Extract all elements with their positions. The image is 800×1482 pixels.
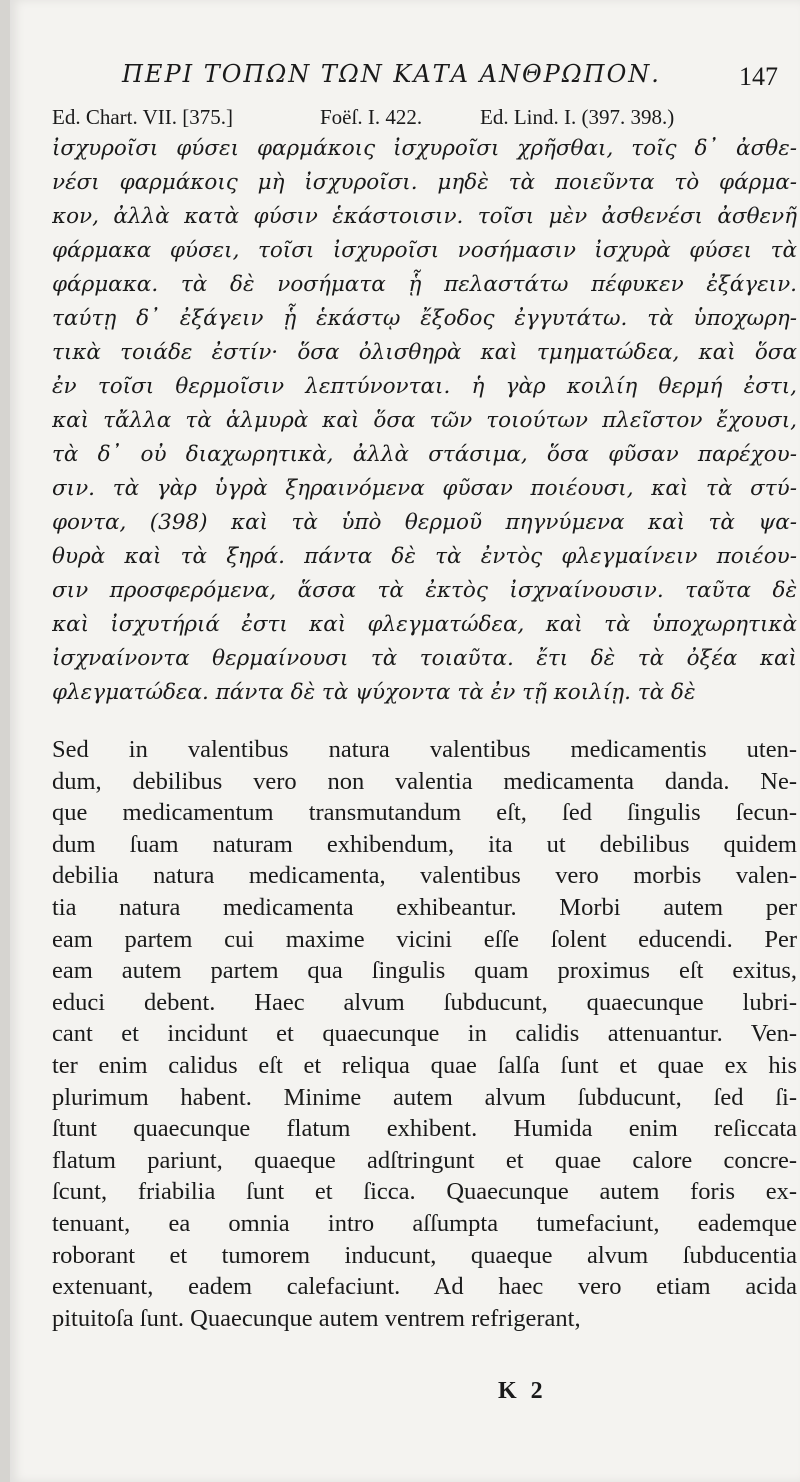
greek-line: θυρὰ καὶ τὰ ξηρά. πάντα δὲ τὰ ἐντὸς φλεγμαίνειν ποιέου-	[52, 544, 797, 569]
latin-line: flatum pariunt, quaeque adſtringunt et quae calore concre-	[52, 1146, 797, 1174]
greek-line: καὶ τἄλλα τὰ ἁλμυρὰ καὶ ὅσα τῶν τοιούτων πλεῖστον ἔχουσι,	[52, 408, 797, 433]
greek-line: ἰσχναίνοντα θερμαίνουσι τὰ τοιαῦτα. ἔτι δὲ τὰ ὀξέα καὶ	[52, 646, 797, 671]
book-page	[10, 0, 800, 1482]
greek-line: ταύτῃ δ᾽ ἐξάγειν ᾗ ἑκάστῳ ἔξοδος ἐγγυτάτω. τὰ ὑποχωρη-	[52, 306, 797, 331]
greek-line: φάρμακα φύσει, τοῖσι ἰσχυροῖσι νοσήμασιν ἰσχυρὰ φύσει τὰ	[52, 238, 797, 263]
page-header	[122, 60, 778, 100]
latin-line: Sed in valentibus natura valentibus medicamentis uten-	[52, 736, 797, 763]
latin-line: extenuant, eadem calefaciunt. Ad haec vero etiam acida	[52, 1273, 797, 1301]
page-number: 147	[739, 62, 778, 91]
latin-line: dum, debilibus vero non valentia medicamenta danda. Ne-	[52, 767, 797, 795]
latin-line: ſtunt quaecunque flatum exhibent. Humida enim reſiccata	[52, 1115, 797, 1143]
latin-line: pituitoſa ſunt. Quaecunque autem ventrem refrigerant,	[52, 1304, 581, 1332]
edition-chartier: Ed. Chart. VII. [375.]	[52, 105, 233, 129]
greek-line: ἐν τοῖσι θερμοῖσιν λεπτύνονται. ἡ γὰρ κοιλίη θερμή ἐστι,	[52, 374, 797, 399]
greek-text	[52, 132, 797, 710]
latin-line: plurimum habent. Minime autem alvum ſubducunt, ſed ſi-	[52, 1083, 797, 1111]
greek-line: τὰ δ᾽ οὐ διαχωρητικὰ, ἀλλὰ στάσιμα, ὅσα φῦσαν παρέχου-	[52, 442, 797, 467]
latin-line: tia natura medicamenta exhibeantur. Morbi autem per	[52, 893, 797, 921]
greek-line: φάρμακα. τὰ δὲ νοσήματα ᾗ πελαστάτω πέφυκεν ἐξάγειν.	[52, 272, 797, 297]
latin-line: ſcunt, friabilia ſunt et ſicca. Quaecunque autem foris ex-	[52, 1178, 797, 1206]
greek-line: φοντα, (398) καὶ τὰ ὑπὸ θερμοῦ πηγνύμενα καὶ τὰ ψα-	[52, 510, 797, 535]
latin-line: eam partem cui maxime vicini eſſe ſolent educendi. Per	[52, 925, 797, 953]
latin-translation	[52, 734, 797, 1334]
latin-line: educi debent. Haec alvum ſubducunt, quaecunque lubri-	[52, 988, 797, 1016]
latin-line: ter enim calidus eſt et reliqua quae ſalſa ſunt et quae ex his	[52, 1051, 797, 1079]
greek-line: φλεγματώδεα. πάντα δὲ τὰ ψύχοντα τὰ ἐν τῇ κοιλίῃ. τὰ δὲ	[52, 680, 696, 705]
latin-line: que medicamentum transmutandum eſt, ſed ſingulis ſecun-	[52, 799, 797, 827]
greek-line: κον, ἀλλὰ κατὰ φύσιν ἑκάστοισιν. τοῖσι μὲν ἀσθενέσι ἀσθενῆ	[52, 204, 797, 229]
latin-line: tenuant, ea omnia intro aſſumpta tumefaciunt, eademque	[52, 1209, 797, 1237]
latin-line: cant et incidunt et quaecunque in calidis attenuantur. Ven-	[52, 1020, 797, 1048]
latin-line: roborant et tumorem inducunt, quaeque alvum ſubducentia	[52, 1241, 797, 1269]
greek-line: σιν. τὰ γὰρ ὑγρὰ ξηραινόμενα φῦσαν ποιέουσι, καὶ τὰ στύ-	[52, 476, 797, 501]
greek-line: ἰσχυροῖσι φύσει φαρμάκοις ἰσχυροῖσι χρῆσθαι, τοῖς δ᾽ ἀσθε-	[52, 136, 797, 161]
greek-line: τικὰ τοιάδε ἐστίν· ὅσα ὀλισθηρὰ καὶ τμηματώδεα, καὶ ὅσα	[52, 340, 797, 365]
greek-line: καὶ ἰσχυτήριά ἐστι καὶ φλεγματώδεα, καὶ τὰ ὑποχωρητικὰ	[52, 612, 797, 637]
greek-line: νέσι φαρμάκοις μὴ ἰσχυροῖσι. μηδὲ τὰ ποιεῦντα τὸ φάρμα-	[52, 170, 797, 195]
running-title: ΠΕΡΙ ΤΟΠΩΝ ΤΩΝ ΚΑΤΑ ΑΝΘΡΩΠΟΝ.	[122, 60, 661, 88]
latin-line: debilia natura medicamenta, valentibus vero morbis valen-	[52, 862, 797, 890]
edition-linden: Ed. Lind. I. (397. 398.)	[480, 105, 675, 129]
latin-line: dum ſuam naturam exhibendum, ita ut debilibus quidem	[52, 830, 797, 858]
greek-line: σιν προσφερόμενα, ἅσσα τὰ ἐκτὸς ἰσχναίνουσιν. ταῦτα δὲ	[52, 578, 797, 603]
edition-foesius: Foëſ. I. 422.	[320, 105, 423, 129]
signature-mark: K 2	[498, 1378, 547, 1404]
latin-line: eam autem partem qua ſingulis quam proximus eſt exitus,	[52, 957, 797, 985]
